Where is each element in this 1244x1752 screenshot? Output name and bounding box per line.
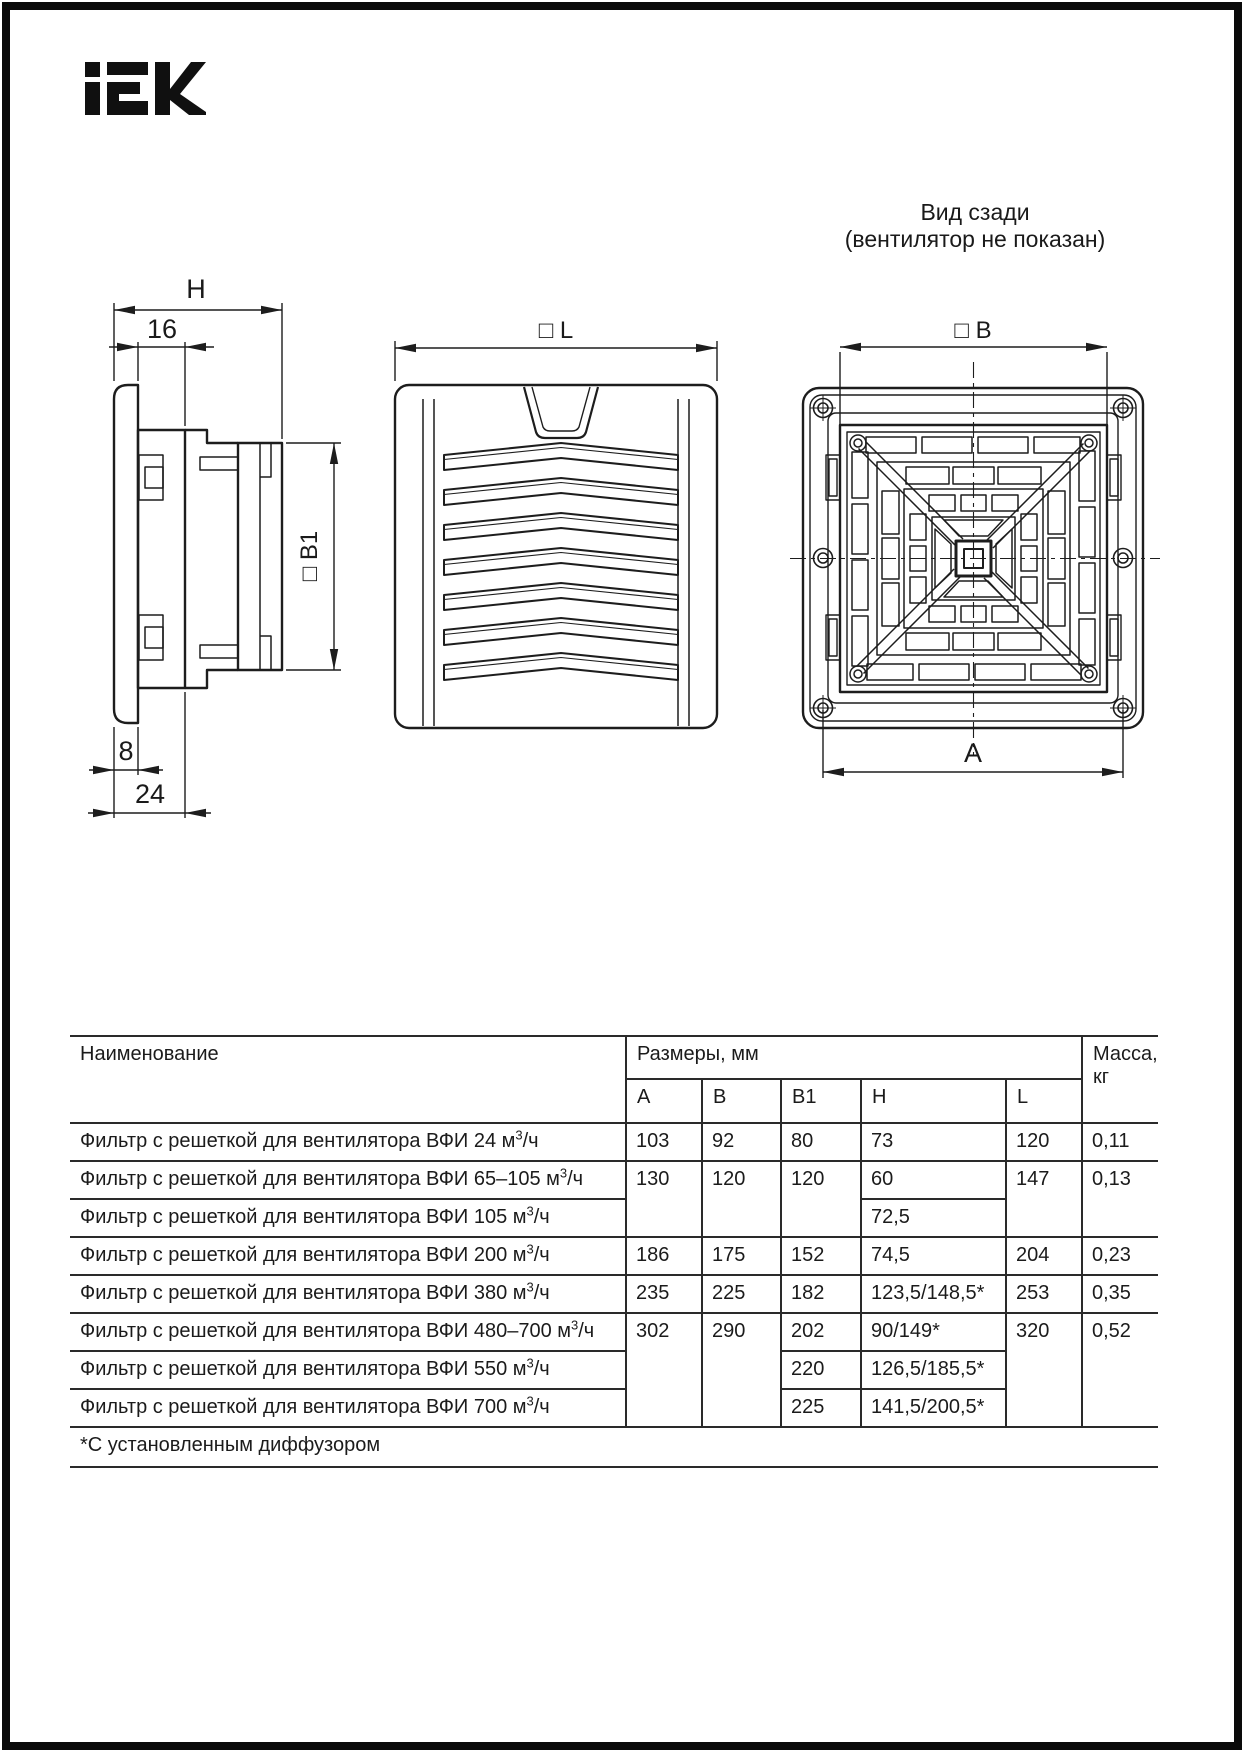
row-value: 302 <box>626 1313 702 1427</box>
front-view-drawing <box>395 341 717 728</box>
rear-dim-a-label: A <box>963 738 983 768</box>
table-rows <box>70 1123 1158 1427</box>
side-dim-b1-label: □ B1 <box>296 530 323 582</box>
row-value: 92 <box>702 1123 781 1161</box>
iek-logo-icon <box>85 62 206 115</box>
row-value: 220 <box>781 1351 861 1389</box>
front-dim-l-label: □ L <box>538 317 574 344</box>
row-value: 235 <box>626 1275 702 1313</box>
table-row <box>70 1161 1158 1199</box>
row-name: Фильтр с решеткой для вентилятора ВФИ 105 $м^3/ч$ <box>70 1199 626 1237</box>
header-dims: Размеры, мм <box>626 1036 1082 1079</box>
row-value: 72,5 <box>861 1199 1006 1237</box>
row-value: 80 <box>781 1123 861 1161</box>
row-value: 0,35 <box>1082 1275 1158 1313</box>
row-value: 120 <box>781 1161 861 1237</box>
spec-table <box>70 1035 1158 1468</box>
row-name: Фильтр с решеткой для вентилятора ВФИ 200 $м^3/ч$ <box>70 1237 626 1275</box>
row-name: Фильтр с решеткой для вентилятора ВФИ 24 $м^3/ч$ <box>70 1123 626 1161</box>
row-value: 225 <box>781 1389 861 1427</box>
row-value: 253 <box>1006 1275 1082 1313</box>
row-value: 73 <box>861 1123 1006 1161</box>
table-footnote: *С установленным диффузором <box>70 1427 1158 1467</box>
header-mass: Масса, кг <box>1082 1036 1158 1123</box>
row-value: 0,13 <box>1082 1161 1158 1237</box>
row-value: 141,5/200,5* <box>861 1389 1006 1427</box>
rear-view-subtitle: (вентилятор не показан) <box>844 226 1106 252</box>
row-value: 90/149* <box>861 1313 1006 1351</box>
table-row <box>70 1351 1158 1389</box>
header-col-a: A <box>626 1079 702 1123</box>
row-value: 152 <box>781 1237 861 1275</box>
table-row <box>70 1123 1158 1161</box>
table-row <box>70 1389 1158 1427</box>
header-col-b: B <box>702 1079 781 1123</box>
row-value: 0,23 <box>1082 1237 1158 1275</box>
row-value: 290 <box>702 1313 781 1427</box>
rear-view-title: Вид сзади <box>920 199 1030 225</box>
table-row <box>70 1237 1158 1275</box>
row-name: Фильтр с решеткой для вентилятора ВФИ 480–700 $м^3/ч$ <box>70 1313 626 1351</box>
row-value: 175 <box>702 1237 781 1275</box>
row-value: 320 <box>1006 1313 1082 1427</box>
header-col-l: L <box>1006 1079 1082 1123</box>
row-value: 60 <box>861 1161 1006 1199</box>
row-name: Фильтр с решеткой для вентилятора ВФИ 550 $м^3/ч$ <box>70 1351 626 1389</box>
row-value: 120 <box>1006 1123 1082 1161</box>
row-name: Фильтр с решеткой для вентилятора ВФИ 700 $м^3/ч$ <box>70 1389 626 1427</box>
table-row <box>70 1275 1158 1313</box>
rear-dim-b-label: □ B <box>954 317 992 344</box>
rear-view-drawing <box>790 347 1160 778</box>
row-value: 120 <box>702 1161 781 1237</box>
row-name: Фильтр с решеткой для вентилятора ВФИ 65–105 $м^3/ч$ <box>70 1161 626 1199</box>
row-value: 103 <box>626 1123 702 1161</box>
side-dim-h-label: H <box>186 274 206 304</box>
footnote-row <box>70 1427 1158 1467</box>
row-value: 0,11 <box>1082 1123 1158 1161</box>
row-value: 130 <box>626 1161 702 1237</box>
row-value: 186 <box>626 1237 702 1275</box>
side-dim-8-label: 8 <box>118 736 134 766</box>
row-value: 126,5/185,5* <box>861 1351 1006 1389</box>
header-col-h: H <box>861 1079 1006 1123</box>
row-value: 0,52 <box>1082 1313 1158 1427</box>
row-value: 225 <box>702 1275 781 1313</box>
row-value: 204 <box>1006 1237 1082 1275</box>
table-row <box>70 1199 1158 1237</box>
header-col-b1: B1 <box>781 1079 861 1123</box>
table-header-row-1 <box>70 1036 1158 1079</box>
header-name: Наименование <box>70 1036 626 1123</box>
row-value: 147 <box>1006 1161 1082 1237</box>
row-value: 123,5/148,5* <box>861 1275 1006 1313</box>
row-value: 182 <box>781 1275 861 1313</box>
row-value: 202 <box>781 1313 861 1351</box>
side-dim-16-label: 16 <box>146 314 178 344</box>
table-row <box>70 1313 1158 1351</box>
row-value: 74,5 <box>861 1237 1006 1275</box>
row-name: Фильтр с решеткой для вентилятора ВФИ 380 $м^3/ч$ <box>70 1275 626 1313</box>
side-dim-24-label: 24 <box>134 779 166 809</box>
